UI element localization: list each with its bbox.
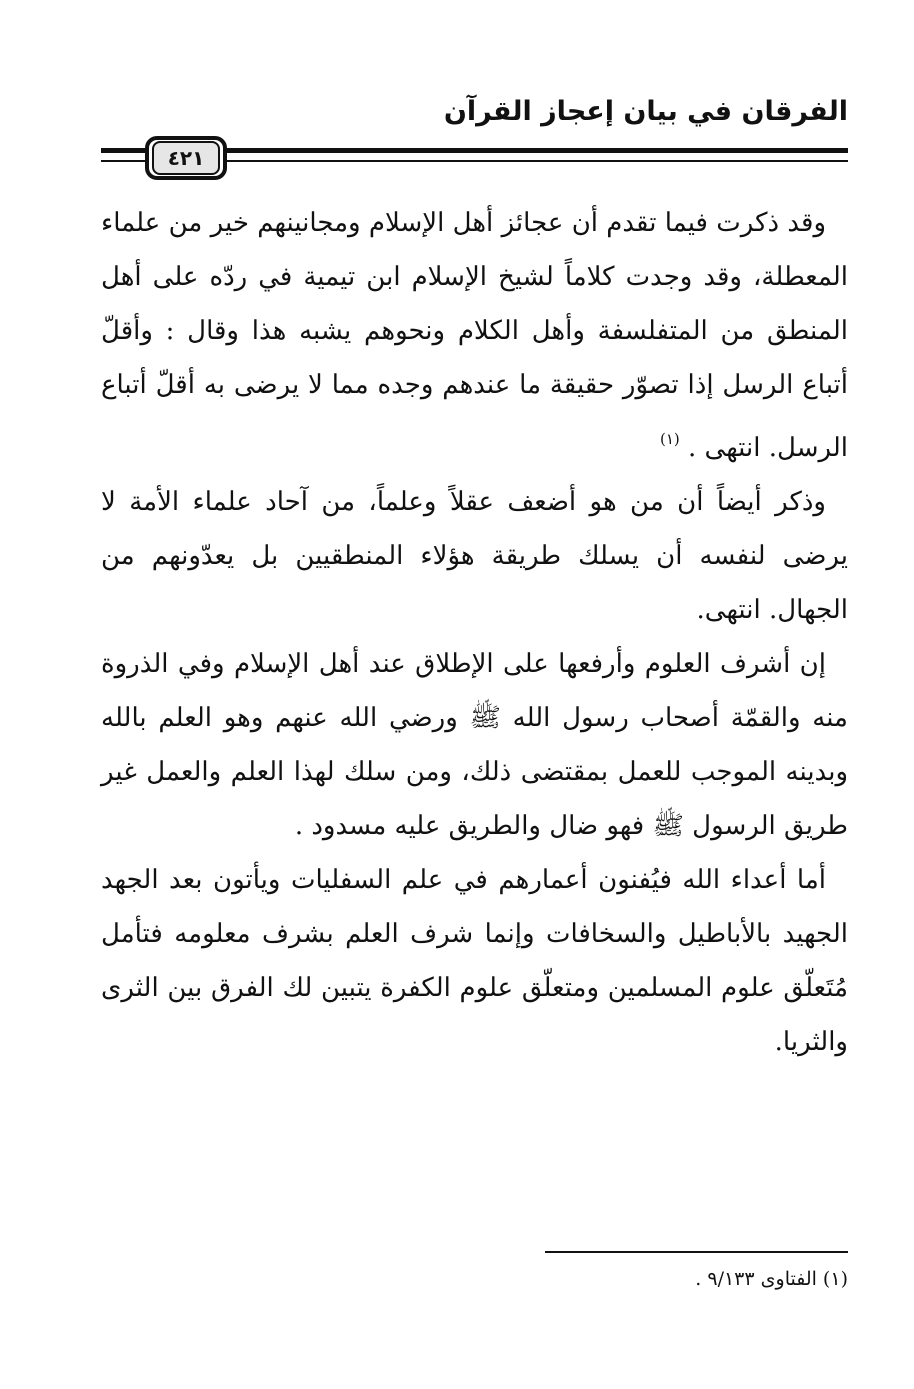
paragraph-2: وذكر أيضاً أن من هو أضعف عقلاً وعلماً، من آحاد علماء الأمة لا يرضى لنفسه أن يسلك طريقة هؤلاء المنطقيين بل يعدّونهم من الجهال. انتهى. <box>101 487 848 625</box>
body-text <box>101 196 848 1069</box>
paragraph-1 <box>101 196 848 475</box>
footnote-separator <box>545 1251 848 1253</box>
running-head-title: الفرقان في بيان إعجاز القرآن <box>443 96 848 127</box>
paragraph-4: أما أعداء الله فيُفنون أعمارهم في علم السفليات ويأتون بعد الجهد الجهيد بالأباطيل والسخافات وإنما شرف العلم بشرف معلومه فتأمل مُتَعلّق علوم المسلمين ومتعلّق علوم الكفرة يتبين لك الفرق بين الثرى والثريا. <box>101 865 848 1057</box>
footnote-1: (١) الفتاوى ٩/١٣٣ . <box>695 1268 848 1290</box>
page-number-badge <box>145 136 227 180</box>
page-number: ٤٢١ <box>152 141 220 175</box>
footnote-ref-1[interactable]: (١) <box>659 430 680 448</box>
paragraph-3: إن أشرف العلوم وأرفعها على الإطلاق عند أهل الإسلام وفي الذروة منه والقمّة أصحاب رسول الله ﷺ ورضي الله عنهم وهو العلم بالله وبدينه الموجب للعمل بمقتضى ذلك، ومن سلك لهذا العلم والعمل غير طريق الرسول ﷺ فهو ضال والطريق عليه مسدود . <box>101 649 848 841</box>
paragraph-1-text: وقد ذكرت فيما تقدم أن عجائز أهل الإسلام ومجانينهم خير من علماء المعطلة، وقد وجدت كلاماً لشيخ الإسلام ابن تيمية في ردّه على أهل المنطق من المتفلسفة وأهل الكلام ونحوهم يشبه هذا وقال : وأقلّ أتباع الرسل إذا تصوّر حقيقة ما عندهم وجده مما لا يرضى به أقلّ أتباع الرسل. انتهى . <box>101 208 849 463</box>
